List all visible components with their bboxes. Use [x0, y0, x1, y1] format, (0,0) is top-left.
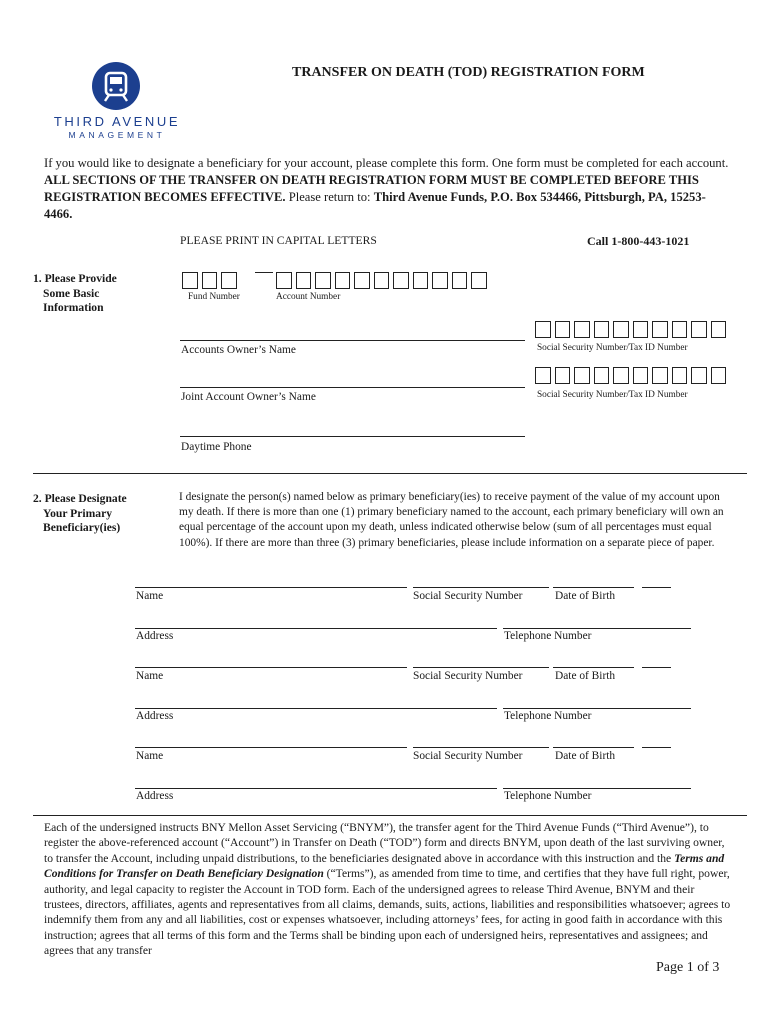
beneficiary-2-name-label: Name — [136, 670, 164, 682]
legal-terms — [44, 820, 734, 959]
beneficiary-1-ssn-label: Social Security Number — [413, 590, 523, 602]
return-address: Third Avenue Funds, P.O. Box 534466, Pittsburgh, PA, 15253-4466. — [44, 190, 706, 221]
section2-label-line2: Your Primary — [43, 506, 113, 520]
train-icon — [92, 62, 140, 110]
beneficiary-1-extra-line[interactable] — [642, 587, 671, 588]
fund-number-boxes[interactable] — [182, 272, 237, 289]
beneficiary-3-name-label: Name — [136, 750, 164, 762]
legal-text-1: Each of the undersigned instructs BNY Mellon Asset Servicing (“BNYM”), the transfer agent for the Third Avenue Funds (“Third Avenue”), to register the above-referenced account (“Account”) in Transfer on Death (“TOD”) form and directs BNYM, upon death of the last surviving owner, to transfer the Account, including unpaid distributions, to the beneficiaries designated above in accordance with this instruction and the — [44, 821, 725, 865]
beneficiary-2-dob-line[interactable] — [553, 667, 634, 668]
beneficiary-1-name-line[interactable] — [135, 587, 407, 588]
beneficiary-1-dob-line[interactable] — [553, 587, 634, 588]
beneficiary-2-name-line[interactable] — [135, 667, 407, 668]
owner-ssn-label: Social Security Number/Tax ID Number — [537, 343, 688, 353]
page-number: Page 1 of 3 — [656, 960, 720, 975]
section2-label-line1: 2. Please Designate — [33, 492, 127, 505]
beneficiary-2-address-label: Address — [136, 710, 174, 722]
owner-ssn-boxes[interactable] — [535, 321, 726, 338]
beneficiary-instructions: I designate the person(s) named below as primary beneficiary(ies) to receive payment of the value of my account upon my death. If there is more than one (1) primary beneficiary named to the account, each primary beneficiary will own an equal percentage of the account upon my death, unless indicated otherwise below (sum of all percentages must equal 100%). If there are more than three (3) primary beneficiaries, please include information on a separate piece of paper. — [179, 491, 724, 549]
beneficiary-2-ssn-label: Social Security Number — [413, 670, 523, 682]
beneficiary-3-name-line[interactable] — [135, 747, 407, 748]
account-number-boxes[interactable] — [276, 272, 487, 289]
beneficiary-1-address-line[interactable] — [135, 628, 497, 629]
beneficiary-1-address-label: Address — [136, 630, 174, 642]
intro-warning: ALL SECTIONS OF THE TRANSFER ON DEATH REGISTRATION FORM MUST BE COMPLETED BEFORE THIS REGISTRATION BECOMES EFFECTIVE. — [44, 173, 699, 204]
fund-number-label: Fund Number — [188, 292, 240, 302]
owner-name-label: Accounts Owner’s Name — [181, 344, 296, 356]
beneficiary-3-dob-label: Date of Birth — [555, 750, 616, 762]
daytime-phone-line[interactable] — [180, 436, 525, 437]
beneficiary-1-dob-label: Date of Birth — [555, 590, 616, 602]
beneficiary-1-phone-label: Telephone Number — [504, 630, 592, 642]
beneficiary-3-dob-line[interactable] — [553, 747, 634, 748]
beneficiary-3-ssn-label: Social Security Number — [413, 750, 523, 762]
section1-label-line1: 1. Please Provide — [33, 272, 117, 285]
logo-name: THIRD AVENUE — [53, 114, 181, 129]
legal-text-2: (“Terms”), as amended from time to time, and certifies that they have full right, power, authority, and legal capacity to register the Account in TOD form. Each of the undersigned agrees to release Third Avenue, BNYM and their trustees, directors, affiliates, agents and representatives from all claims, demands, suits, actions, liabilities and responsibilities whatsoever; agrees to indemnify them from any and all liabilities, cost or expenses whatsoever, including attorneys’ fees, for acting in good faith in accordance with this instruction; agrees that all terms of this form and the Terms shall be binding upon each of undersigned heirs, representatives and assignees; and agrees that any transfer — [44, 867, 731, 958]
section-divider-2 — [33, 815, 747, 816]
section1-label — [33, 272, 117, 316]
beneficiary-2-address-line[interactable] — [135, 708, 497, 709]
terms-title: Terms and Conditions for Transfer on Death Beneficiary Designation — [44, 851, 725, 881]
beneficiary-2-dob-label: Date of Birth — [555, 670, 616, 682]
beneficiary-2-phone-label: Telephone Number — [504, 710, 592, 722]
beneficiary-3-extra-line[interactable] — [642, 747, 671, 748]
owner-name-line[interactable] — [180, 340, 525, 341]
beneficiary-3-phone-line[interactable] — [503, 788, 691, 789]
page-title: TRANSFER ON DEATH (TOD) REGISTRATION FORM — [292, 65, 645, 80]
logo-emblem — [92, 62, 140, 110]
intro-return-text: Please return to: — [285, 190, 374, 204]
beneficiary-1-name-label: Name — [136, 590, 164, 602]
logo-subtitle: MANAGEMENT — [68, 130, 166, 140]
section2-label-line3: Beneficiary(ies) — [43, 521, 121, 534]
beneficiary-1-phone-line[interactable] — [503, 628, 691, 629]
beneficiary-2-phone-line[interactable] — [503, 708, 691, 709]
daytime-phone-label: Daytime Phone — [181, 441, 252, 453]
print-note: PLEASE PRINT IN CAPITAL LETTERS — [180, 234, 377, 247]
beneficiary-2-ssn-line[interactable] — [413, 667, 549, 668]
intro-text: If you would like to designate a beneficiary for your account, please complete this form. One form must be completed for each account. — [44, 156, 729, 170]
dash-separator — [255, 272, 273, 273]
beneficiary-2-extra-line[interactable] — [642, 667, 671, 668]
joint-ssn-boxes[interactable] — [535, 367, 726, 384]
beneficiary-3-address-line[interactable] — [135, 788, 497, 789]
beneficiary-3-ssn-line[interactable] — [413, 747, 549, 748]
section-divider — [33, 473, 747, 474]
intro-paragraph — [44, 155, 734, 223]
beneficiary-3-phone-label: Telephone Number — [504, 790, 592, 802]
joint-ssn-label: Social Security Number/Tax ID Number — [537, 390, 688, 400]
account-number-label: Account Number — [276, 292, 341, 302]
section1-label-line2: Some Basic — [43, 286, 100, 300]
beneficiary-3-address-label: Address — [136, 790, 174, 802]
joint-owner-name-line[interactable] — [180, 387, 525, 388]
call-number: Call 1-800-443-1021 — [587, 234, 690, 248]
section2-label — [33, 492, 127, 536]
joint-owner-name-label: Joint Account Owner’s Name — [181, 391, 316, 403]
section1-label-line3: Information — [43, 301, 104, 314]
beneficiary-1-ssn-line[interactable] — [413, 587, 549, 588]
